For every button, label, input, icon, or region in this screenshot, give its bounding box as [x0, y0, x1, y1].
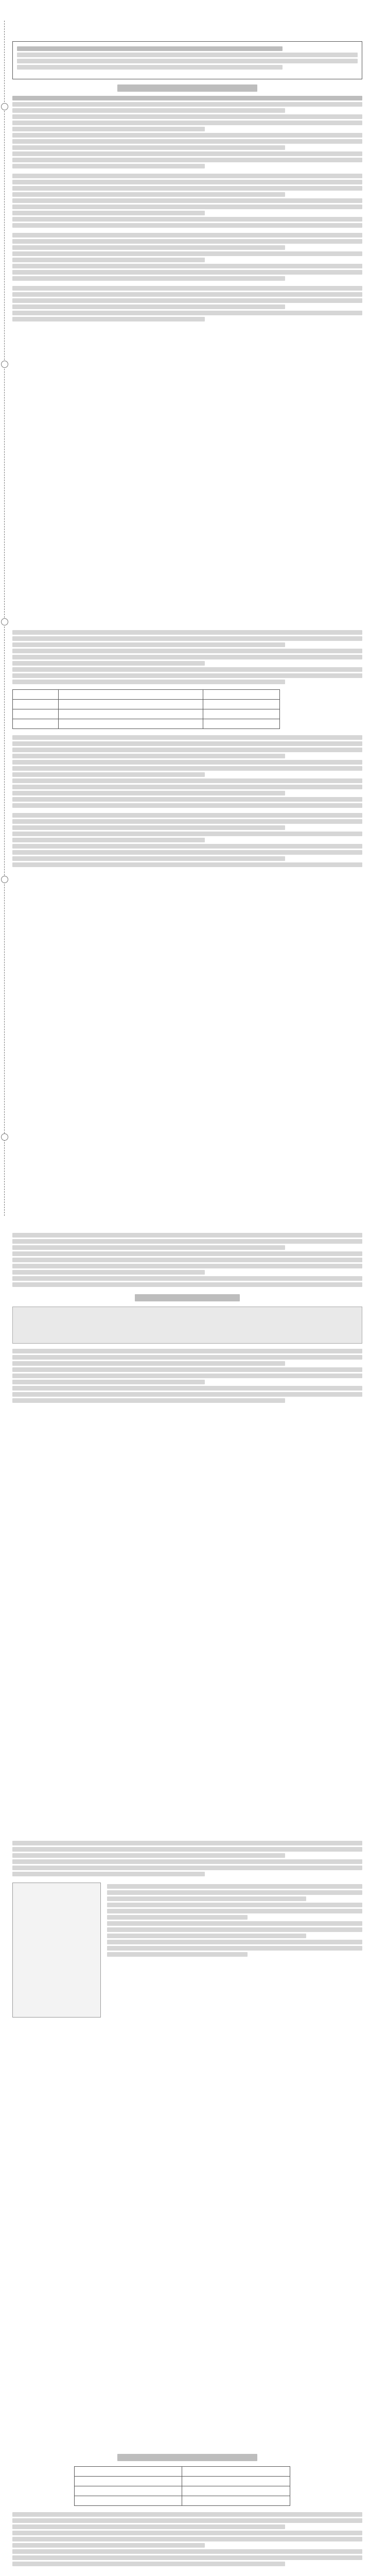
- question-block: [12, 813, 362, 867]
- page-number: [180, 1200, 190, 1206]
- page-5: [12, 2452, 362, 2568]
- material-box: [12, 1307, 362, 1344]
- page-2: [12, 629, 362, 869]
- question-block: [107, 1883, 362, 2018]
- question-block: [12, 233, 362, 281]
- page-3: [12, 1231, 362, 1404]
- notice-box: [12, 41, 362, 79]
- figure: [12, 1883, 101, 2018]
- question-block: [12, 1349, 362, 1403]
- binding-hole: [1, 876, 8, 883]
- page-number: [180, 1808, 190, 1814]
- question-block: [12, 735, 362, 808]
- page-number: [180, 592, 190, 598]
- question-block: [12, 2512, 362, 2566]
- section-heading: [135, 1294, 240, 1301]
- section-heading: [117, 2454, 257, 2461]
- binding-hole: [1, 103, 8, 110]
- question-block: [12, 96, 362, 168]
- exam-title: [57, 10, 314, 18]
- page-1: [12, 41, 362, 323]
- page-4: [12, 1839, 362, 2018]
- binding-hole: [1, 1133, 8, 1141]
- document-header: [57, 10, 314, 31]
- binding-hole: [1, 361, 8, 368]
- question-block: [12, 1841, 362, 1876]
- survey-table: [74, 2466, 290, 2506]
- question-table: [12, 689, 280, 729]
- question-block: [12, 1233, 362, 1287]
- binding-strip: [0, 0, 9, 2576]
- exam-subtitle: [57, 21, 314, 31]
- question-block: [12, 174, 362, 228]
- exam-code: [319, 20, 360, 25]
- question-block: [12, 286, 362, 321]
- page-number: [180, 2416, 190, 2421]
- binding-hole: [1, 618, 8, 625]
- question-block: [12, 630, 362, 684]
- section-heading: [117, 84, 257, 92]
